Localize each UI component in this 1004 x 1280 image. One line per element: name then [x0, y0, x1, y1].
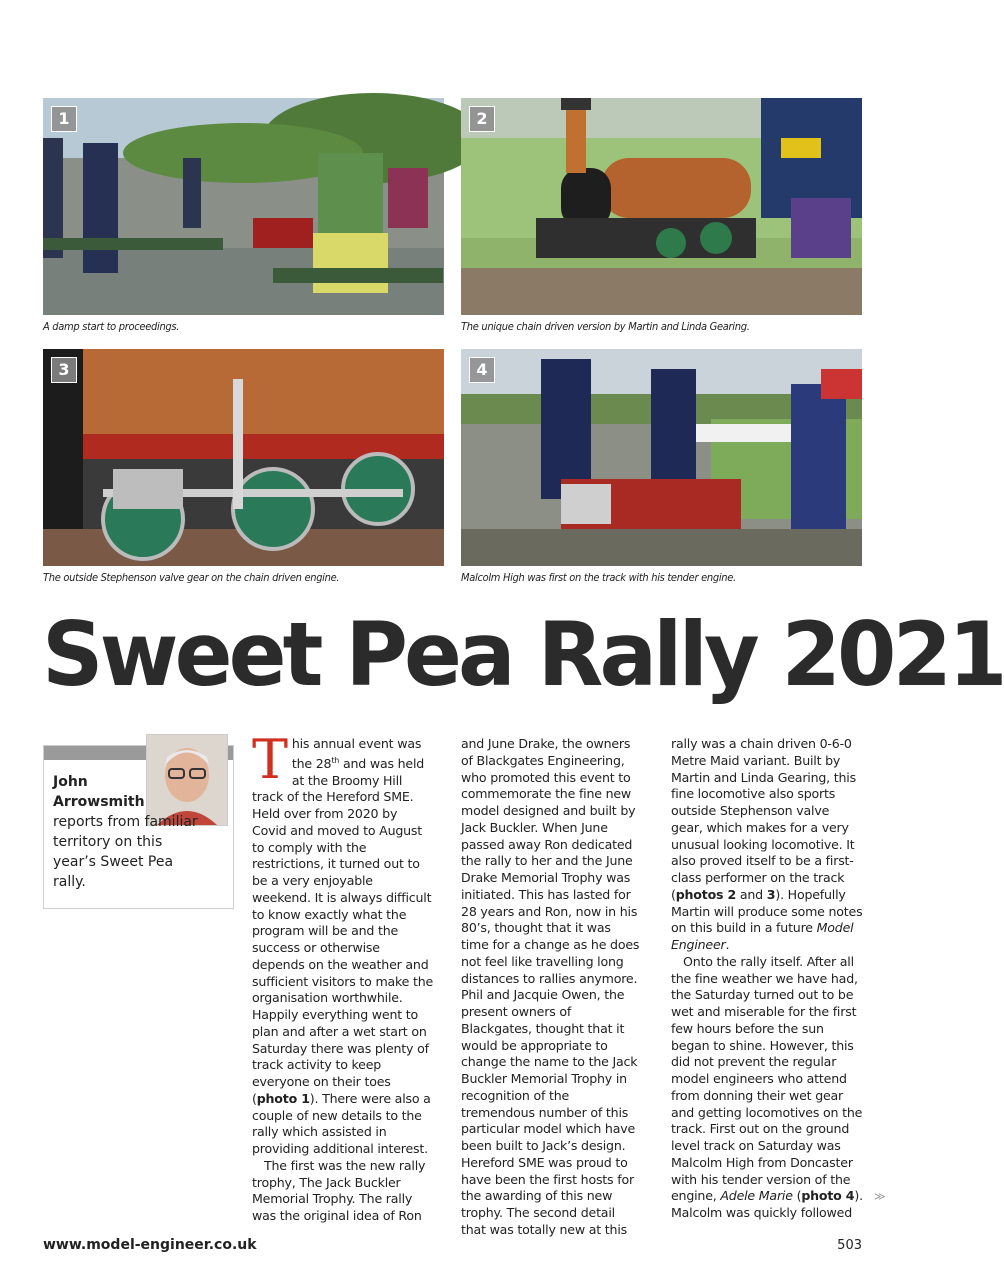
article-text: ). Hopefully Martin will produce some notes on this build in a future	[671, 886, 863, 936]
article-text: Onto the rally itself. After all the fine weather we have had, the Saturday turned out to be wet and miserable for the first few hours before the sun began to shine. However, this did not prevent the regular model engineers who attend from donning their wet gear and getting locomotives on the track. First out on the ground level track on Saturday was Malcolm High from Doncaster with his tender version of the engine,	[671, 953, 863, 1204]
article-text: .	[725, 937, 730, 952]
article-text: (	[792, 1188, 802, 1204]
author-name-first: John	[53, 774, 88, 790]
article-paragraph: and June Drake, the owners of Blackgates Engineering, who promoted this event to commemorate the fine new model designed and built by Jack Buckler. When June passed away Ron dedicated the rally to her and the June Drake Memorial Trophy was initiated. This has lasted for 28 years and Ron, now in his 80’s, thought that it was time for a change as he does not feel like travelling long distances to rallies anymore. Phil and Jacquie Owen, the present owners of Blackgates, thought that it would be appropriate to change the name to the Jack Buckler Memorial Trophy in recognition of the tremendous number of this particular model which have been built to Jack’s design. Hereford SME was proud to have been the first hosts for the awarding of this new trophy. The second detail that was totally new at this	[461, 736, 640, 1237]
article-text: and	[736, 886, 767, 902]
page-number: 503	[837, 1238, 862, 1253]
superscript: th	[331, 755, 340, 765]
photo-ref: photo 4	[801, 1188, 855, 1204]
photo-1-caption: A damp start to proceedings.	[43, 320, 180, 333]
engine-name: Adele Marie	[720, 1188, 793, 1204]
article-paragraph	[252, 728, 434, 1158]
article-text: his annual event was the 28	[291, 736, 422, 771]
photo-2-caption: The unique chain driven version by Martin and Linda Gearing.	[461, 320, 750, 333]
photo-ref: 3	[766, 886, 776, 902]
article-headline: Sweet Pea Rally 2021	[42, 603, 1004, 706]
article-column-3	[671, 736, 863, 1222]
article-text: and was held at the Broomy Hill track of the Hereford SME. Held over from 2020 by Covid and moved to August to comply with the restrictions, it turned out to be a very enjoyable weekend. It is always difficult to know exactly what the program will be and the success or otherwise depends on the weather and sufficient visitors to make the organisation worthwhile. Happily everything went to plan and after a wet start on Saturday there was plenty of track activity to keep everyone on their toes (	[252, 755, 434, 1106]
article-text: ). There were also a couple of new details to the rally which assisted in providing additional interest.	[252, 1090, 431, 1157]
author-credit	[53, 772, 223, 892]
article-paragraph	[671, 736, 863, 954]
author-box	[43, 745, 234, 909]
photo-4-caption: Malcolm High was first on the track with his tender engine.	[461, 571, 736, 584]
photo-1-number: 1	[51, 106, 77, 132]
article-column-2	[461, 736, 641, 1239]
photo-3-caption: The outside Stephenson valve gear on the chain driven engine.	[43, 571, 340, 584]
photo-3-number: 3	[51, 357, 77, 383]
photo-3	[43, 349, 444, 566]
photo-2	[461, 98, 862, 315]
article-paragraph	[671, 954, 863, 1222]
photo-2-number: 2	[469, 106, 495, 132]
author-name-last: Arrowsmith	[53, 794, 145, 810]
article-text: rally was a chain driven 0-6-0 Metre Maid variant. Built by Martin and Linda Gearing, this fine locomotive also sports outside Stephenson valve gear, which makes for a very unusual looking locomotive. It also proved itself to be a first-class performer on the track (	[671, 736, 856, 902]
footer-website-link[interactable]: www.model-engineer.co.uk	[43, 1237, 257, 1253]
continue-arrow-icon: ≫	[874, 1190, 886, 1203]
photo-4	[461, 349, 862, 566]
photo-1	[43, 98, 444, 315]
article-text: ). Malcolm was quickly followed	[671, 1188, 863, 1220]
drop-cap: T	[252, 728, 288, 791]
publication-title: Model Engineer	[671, 920, 854, 952]
photo-ref: photo 1	[256, 1090, 310, 1106]
author-blurb: reports from familiar territory on this year’s Sweet Pea rally.	[53, 814, 198, 890]
photo-4-number: 4	[469, 357, 495, 383]
article-column-1	[252, 728, 434, 1225]
photo-ref: photos 2	[675, 886, 737, 902]
article-paragraph: The first was the new rally trophy, The Jack Buckler Memorial Trophy. The rally was the original idea of Ron	[252, 1157, 426, 1224]
